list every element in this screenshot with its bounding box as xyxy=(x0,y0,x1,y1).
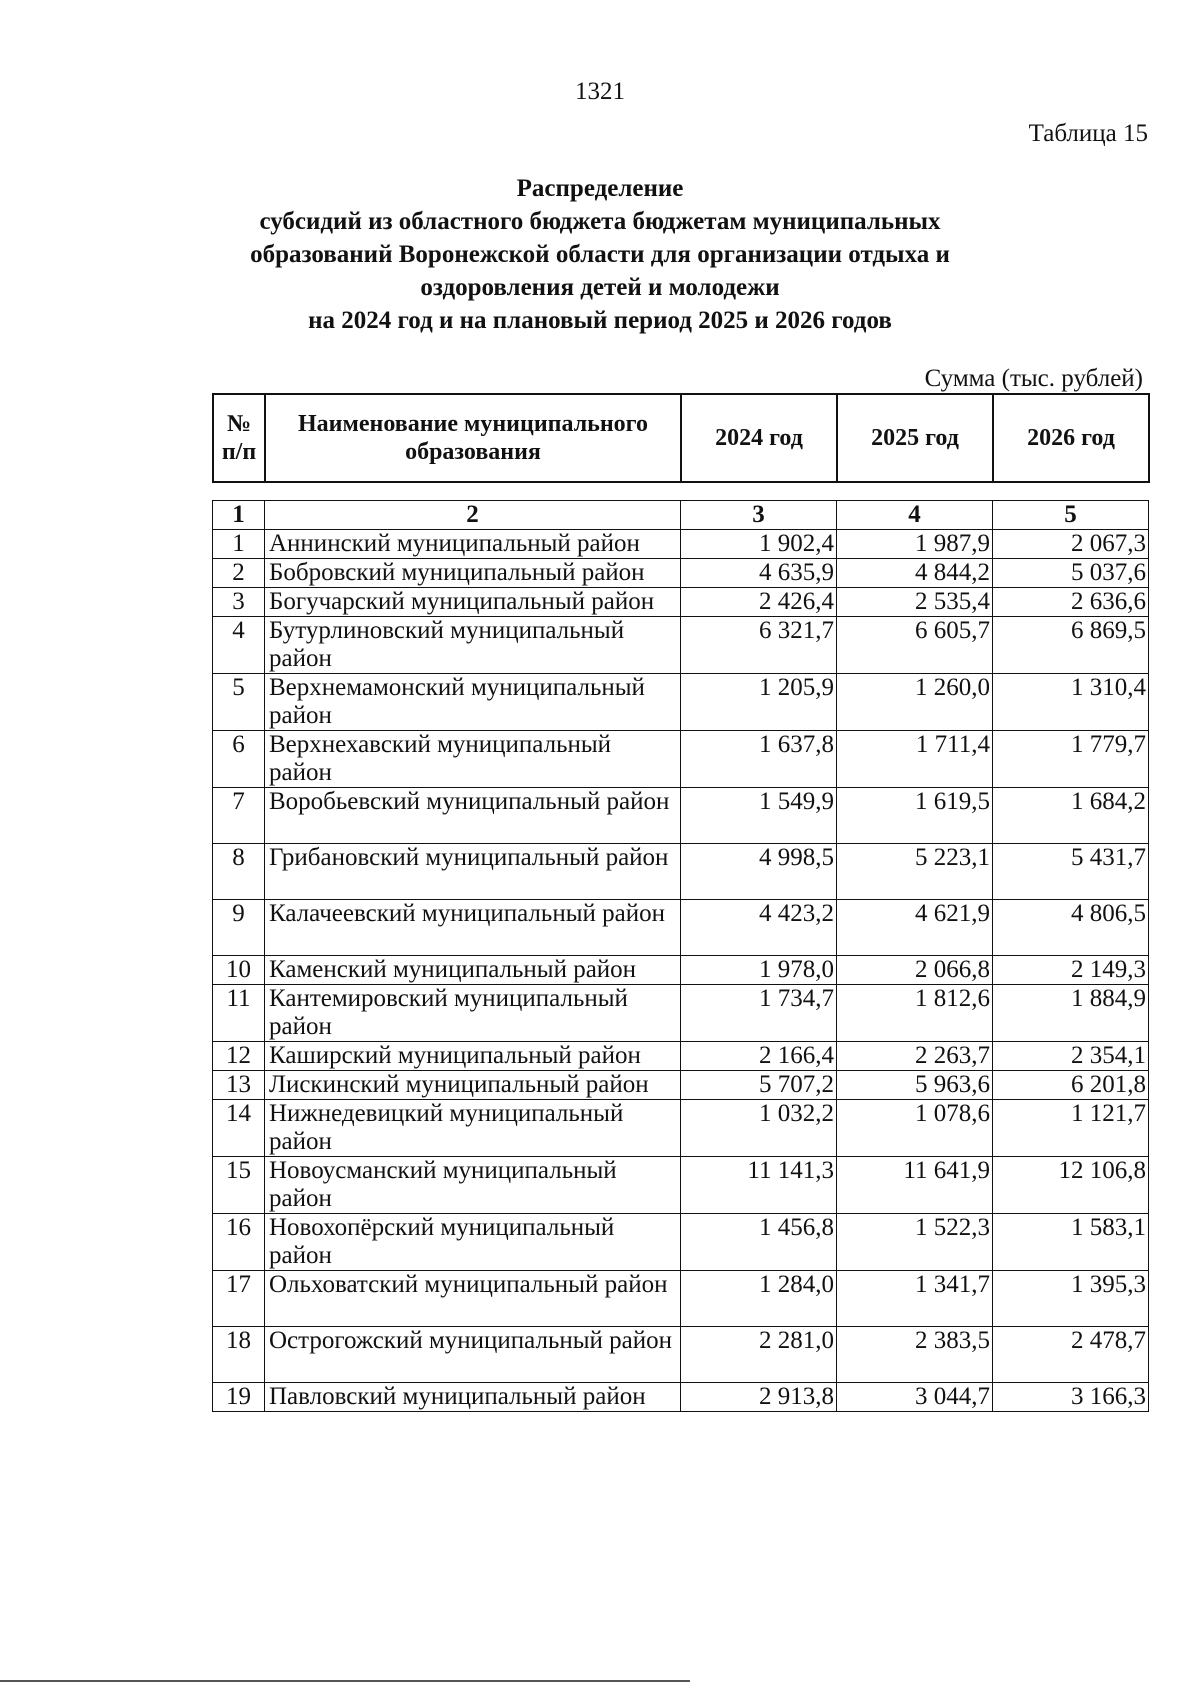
row-number: 17 xyxy=(213,1271,265,1327)
value-2025: 2 066,8 xyxy=(837,956,993,985)
value-2025: 2 535,4 xyxy=(837,588,993,617)
title-line: оздоровления детей и молодежи xyxy=(420,274,780,301)
row-name: Верхнехавский муниципальный район xyxy=(265,731,681,788)
value-2025: 3 044,7 xyxy=(837,1383,993,1412)
row-number: 9 xyxy=(213,900,265,956)
table-row xyxy=(213,1100,1149,1157)
row-name: Новохопёрский муниципальный район xyxy=(265,1214,681,1271)
row-name: Воробьевский муниципальный район xyxy=(265,788,681,844)
subsidy-table xyxy=(212,500,1149,1412)
value-2026: 5 037,6 xyxy=(993,559,1149,588)
value-2026: 1 583,1 xyxy=(993,1214,1149,1271)
value-2024: 2 166,4 xyxy=(681,1042,837,1071)
row-number: 5 xyxy=(213,674,265,731)
value-2025: 1 812,6 xyxy=(837,985,993,1042)
value-2024: 2 913,8 xyxy=(681,1383,837,1412)
value-2026: 6 201,8 xyxy=(993,1071,1149,1100)
table-row xyxy=(213,617,1149,674)
value-2026: 2 067,3 xyxy=(993,530,1149,559)
units-label: Сумма (тыс. рублей) xyxy=(924,365,1143,392)
row-number: 2 xyxy=(213,559,265,588)
value-2024: 4 635,9 xyxy=(681,559,837,588)
table-header xyxy=(212,393,1150,483)
header-2025: 2025 год xyxy=(837,394,993,482)
bottom-divider xyxy=(0,1680,690,1682)
table-row xyxy=(213,1157,1149,1214)
value-2026: 6 869,5 xyxy=(993,617,1149,674)
value-2026: 5 431,7 xyxy=(993,844,1149,900)
table-row xyxy=(213,559,1149,588)
value-2025: 2 263,7 xyxy=(837,1042,993,1071)
row-name: Богучарский муниципальный район xyxy=(265,588,681,617)
value-2026: 2 478,7 xyxy=(993,1327,1149,1383)
value-2025: 1 522,3 xyxy=(837,1214,993,1271)
value-2026: 2 149,3 xyxy=(993,956,1149,985)
table-row xyxy=(213,530,1149,559)
row-number: 1 xyxy=(213,530,265,559)
value-2025: 5 963,6 xyxy=(837,1071,993,1100)
value-2024: 4 423,2 xyxy=(681,900,837,956)
table-row xyxy=(213,731,1149,788)
table-row xyxy=(213,985,1149,1042)
column-numbers-row xyxy=(213,501,1149,530)
value-2025: 2 383,5 xyxy=(837,1327,993,1383)
column-number: 1 xyxy=(213,501,265,530)
value-2024: 1 032,2 xyxy=(681,1100,837,1157)
row-name: Лискинский муниципальный район xyxy=(265,1071,681,1100)
table-row xyxy=(213,1071,1149,1100)
table-row xyxy=(213,1271,1149,1327)
value-2024: 1 978,0 xyxy=(681,956,837,985)
row-name: Каменский муниципальный район xyxy=(265,956,681,985)
table-row xyxy=(213,956,1149,985)
value-2025: 1 711,4 xyxy=(837,731,993,788)
value-2024: 1 637,8 xyxy=(681,731,837,788)
value-2024: 2 426,4 xyxy=(681,588,837,617)
value-2025: 4 844,2 xyxy=(837,559,993,588)
header-2026: 2026 год xyxy=(993,394,1149,482)
row-number: 7 xyxy=(213,788,265,844)
value-2026: 1 395,3 xyxy=(993,1271,1149,1327)
value-2025: 1 260,0 xyxy=(837,674,993,731)
title-line: образований Воронежской области для организации отдыха и xyxy=(250,241,950,268)
value-2026: 4 806,5 xyxy=(993,900,1149,956)
row-name: Аннинский муниципальный район xyxy=(265,530,681,559)
row-number: 8 xyxy=(213,844,265,900)
value-2026: 1 884,9 xyxy=(993,985,1149,1042)
document-title xyxy=(160,172,1040,337)
row-name: Кантемировский муниципальный район xyxy=(265,985,681,1042)
row-number: 10 xyxy=(213,956,265,985)
row-name: Павловский муниципальный район xyxy=(265,1383,681,1412)
title-line: субсидий из областного бюджета бюджетам муниципальных xyxy=(259,208,941,235)
table-label: Таблица 15 xyxy=(1028,120,1148,147)
table-row xyxy=(213,1214,1149,1271)
row-number: 18 xyxy=(213,1327,265,1383)
column-number: 4 xyxy=(837,501,993,530)
header-num: № п/п xyxy=(213,394,265,482)
row-name: Бутурлиновский муниципальный район xyxy=(265,617,681,674)
row-number: 11 xyxy=(213,985,265,1042)
row-number: 15 xyxy=(213,1157,265,1214)
row-number: 6 xyxy=(213,731,265,788)
value-2025: 1 341,7 xyxy=(837,1271,993,1327)
value-2024: 2 281,0 xyxy=(681,1327,837,1383)
table-row xyxy=(213,1383,1149,1412)
row-number: 3 xyxy=(213,588,265,617)
header-row xyxy=(213,394,1149,482)
value-2025: 11 641,9 xyxy=(837,1157,993,1214)
row-number: 19 xyxy=(213,1383,265,1412)
row-name: Нижнедевицкий муниципальный район xyxy=(265,1100,681,1157)
value-2025: 1 078,6 xyxy=(837,1100,993,1157)
row-name: Ольховатский муниципальный район xyxy=(265,1271,681,1327)
row-name: Калачеевский муниципальный район xyxy=(265,900,681,956)
value-2025: 4 621,9 xyxy=(837,900,993,956)
value-2026: 2 636,6 xyxy=(993,588,1149,617)
row-name: Верхнемамонский муниципальный район xyxy=(265,674,681,731)
value-2024: 1 549,9 xyxy=(681,788,837,844)
row-number: 4 xyxy=(213,617,265,674)
value-2025: 1 987,9 xyxy=(837,530,993,559)
title-line: Распределение xyxy=(516,175,684,202)
value-2024: 1 456,8 xyxy=(681,1214,837,1271)
column-number: 2 xyxy=(265,501,681,530)
table-row xyxy=(213,588,1149,617)
value-2026: 12 106,8 xyxy=(993,1157,1149,1214)
column-number: 3 xyxy=(681,501,837,530)
row-name: Каширский муниципальный район xyxy=(265,1042,681,1071)
row-name: Бобровский муниципальный район xyxy=(265,559,681,588)
header-2024: 2024 год xyxy=(681,394,837,482)
value-2025: 5 223,1 xyxy=(837,844,993,900)
value-2024: 6 321,7 xyxy=(681,617,837,674)
value-2026: 3 166,3 xyxy=(993,1383,1149,1412)
value-2024: 1 205,9 xyxy=(681,674,837,731)
table-row xyxy=(213,844,1149,900)
table-row xyxy=(213,900,1149,956)
value-2026: 1 684,2 xyxy=(993,788,1149,844)
table-row xyxy=(213,674,1149,731)
row-number: 13 xyxy=(213,1071,265,1100)
row-number: 14 xyxy=(213,1100,265,1157)
value-2026: 1 121,7 xyxy=(993,1100,1149,1157)
value-2024: 4 998,5 xyxy=(681,844,837,900)
value-2026: 2 354,1 xyxy=(993,1042,1149,1071)
value-2026: 1 310,4 xyxy=(993,674,1149,731)
value-2026: 1 779,7 xyxy=(993,731,1149,788)
row-name: Грибановский муниципальный район xyxy=(265,844,681,900)
table-row xyxy=(213,788,1149,844)
page-number: 1321 xyxy=(575,78,625,105)
row-number: 12 xyxy=(213,1042,265,1071)
row-name: Новоусманский муниципальный район xyxy=(265,1157,681,1214)
header-name: Наименование муниципального образования xyxy=(265,394,681,482)
value-2025: 1 619,5 xyxy=(837,788,993,844)
row-number: 16 xyxy=(213,1214,265,1271)
table-row xyxy=(213,1327,1149,1383)
value-2025: 6 605,7 xyxy=(837,617,993,674)
value-2024: 1 734,7 xyxy=(681,985,837,1042)
value-2024: 5 707,2 xyxy=(681,1071,837,1100)
value-2024: 11 141,3 xyxy=(681,1157,837,1214)
column-number: 5 xyxy=(993,501,1149,530)
value-2024: 1 902,4 xyxy=(681,530,837,559)
table-row xyxy=(213,1042,1149,1071)
value-2024: 1 284,0 xyxy=(681,1271,837,1327)
row-name: Острогожский муниципальный район xyxy=(265,1327,681,1383)
title-line: на 2024 год и на плановый период 2025 и 2026 годов xyxy=(308,307,892,334)
